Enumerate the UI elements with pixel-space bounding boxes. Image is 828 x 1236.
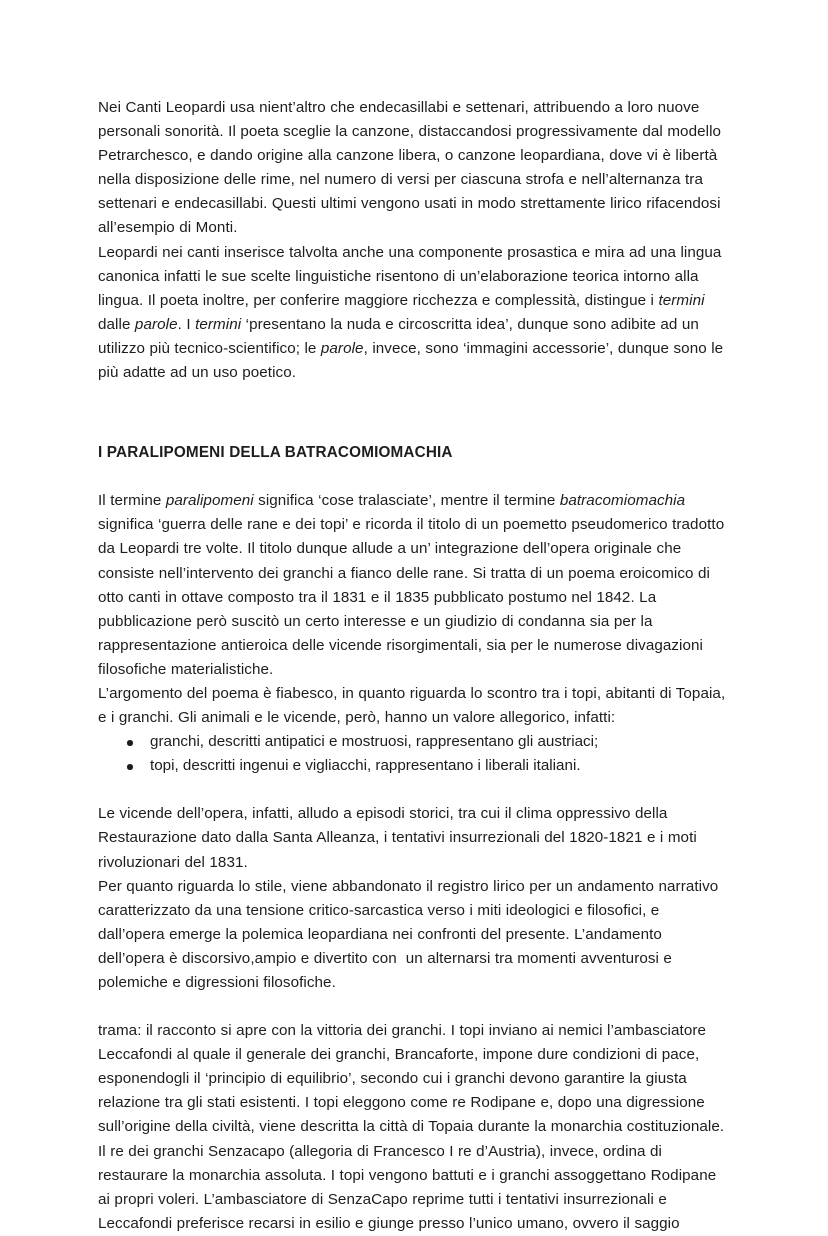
bullet-icon bbox=[127, 740, 133, 746]
text-run: dalle bbox=[98, 291, 710, 333]
list-item-label: topi, descritti ingenui e vigliacchi, rappresentano i liberali italiani. bbox=[150, 757, 581, 775]
text-run: ‘presentano la nuda e circoscritta idea’, dunque sono adibite ad un utilizzo più tecnico-scientifico; le bbox=[98, 315, 704, 357]
emphasis-parole-2: parole bbox=[320, 339, 364, 357]
text-run: Leopardi nei canti inserisce talvolta anche una componente prosastica e mira ad una lingua canonica infatti le sue scelte linguistiche risentono di un’elaborazione teorica intorno alla lingua. Il poeta inoltre, per conferire maggiore ricchezza e complessità, distingue i bbox=[98, 243, 726, 309]
spacer bbox=[98, 995, 728, 1019]
emphasis-termini-1: termini bbox=[658, 291, 705, 309]
spacer bbox=[98, 385, 728, 441]
paragraph-argomento-fiabesco: L’argomento del poema è fiabesco, in quanto riguarda lo scontro tra i topi, abitanti di Topaia, e i granchi. Gli animali e le vicende, però, hanno un valore allegorico, infatti: bbox=[98, 684, 730, 727]
bullet-icon bbox=[127, 764, 133, 770]
paragraph-lingua-termini-parole bbox=[98, 241, 728, 386]
list-item bbox=[98, 754, 728, 778]
text-run: significa ‘guerra delle rane e dei topi’ e ricorda il titolo di un poemetto pseudomerico tradotto da Leopardi tre volte. Il titolo dunque allude a un’ integrazione dell’opera originale che consiste nell’intervento dei granchi a fianco delle rane. Si tratta di un poema eroicomico di otto canti in ottave composto tra il 1831 e il 1835 pubblicato postumo nel 1842. La pubblicazione però suscitò un certo interesse e un giudizio di condanna sia per la rappresentazione antieroica delle vicende risorgimentali, sia per le numerose divagazioni filosofiche materialistiche. bbox=[98, 492, 729, 678]
paragraph-trama: trama: il racconto si apre con la vittoria dei granchi. I topi inviano ai nemici l’ambasciatore Leccafondi al quale il generale dei granchi, Brancaforte, impone dure condizioni di pace, esponendogli il ‘principio di equilibrio’, secondo cui i granchi devono garantire la giusta relazione tra gli stati esistenti. I topi eleggono come re Rodipane e, dopo una digressione sull’origine della civiltà, viene descritta la città di Topaia durante la monarchia costituzionale. Il re dei granchi Senzacapo (allegoria di Francesco I re d’Austria), invece, ordina di restaurare la monarchia assoluta. I topi vengono battuti e i granchi assoggettano Rodipane ai propri voleri. L’ambasciatore di SenzaCapo reprime tutti i tentativi insurrezionali e Leccafondi preferisce recarsi in esilio e giunge presso l’unico umano, ovvero il saggio bbox=[98, 1022, 729, 1232]
emphasis-termini-2: termini bbox=[195, 315, 242, 333]
paragraph-significato-titolo bbox=[98, 489, 728, 682]
section-heading-paralipomeni: I PARALIPOMENI DELLA BATRACOMIOMACHIA bbox=[98, 444, 453, 462]
list-item-label: granchi, descritti antipatici e mostruosi, rappresentano gli austriaci; bbox=[150, 733, 599, 751]
emphasis-parole-1: parole bbox=[134, 315, 178, 333]
text-run: Il termine bbox=[98, 492, 166, 510]
allegory-list bbox=[98, 730, 728, 778]
text-run: , invece, sono ‘immagini accessorie’, dunque sono le più adatte ad un uso poetico. bbox=[98, 339, 728, 382]
emphasis-batracomiomachia: batracomiomachia bbox=[559, 492, 686, 510]
spacer bbox=[98, 465, 728, 489]
text-run: . I bbox=[177, 315, 196, 333]
emphasis-paralipomeni: paralipomeni bbox=[165, 492, 254, 510]
spacer bbox=[98, 778, 728, 802]
paragraph-stile: Per quanto riguarda lo stile, viene abbandonato il registro lirico per un andamento narrativo caratterizzato da una tensione critico-sarcastica verso i miti ideologici e filosofici, e dall’opera emerge la polemica leopardiana nei confronti del presente. L’andamento dell’opera è discorsivo,ampio e divertito con un alternarsi tra momenti avventurosi e polemiche e digressioni filosofiche. bbox=[98, 877, 723, 991]
paragraph-episodi-storici: Le vicende dell’opera, infatti, alludo a episodi storici, tra cui il clima oppressivo della Restaurazione dato dalla Santa Alleanza, i tentativi insurrezionali del 1820-1821 e i moti rivoluzionari del 1831. bbox=[98, 805, 702, 871]
text-run: significa ‘cose tralasciate’, mentre il termine bbox=[253, 492, 560, 510]
document-body bbox=[98, 96, 728, 1236]
list-item bbox=[98, 730, 728, 754]
paragraph-canti-metrica: Nei Canti Leopardi usa nient’altro che endecasillabi e settenari, attribuendo a loro nuove personali sonorità. Il poeta sceglie la canzone, distaccandosi progressivamente dal modello Petrarchesco, e dando origine alla canzone libera, o canzone leopardiana, dove vi è libertà nella disposizione delle rime, nel numero di versi per ciascuna strofa e nell’alternanza tra settenari e endecasillabi. Questi ultimi vengono usati in modo strettamente lirico rifacendosi all’esempio di Monti. bbox=[98, 99, 726, 237]
